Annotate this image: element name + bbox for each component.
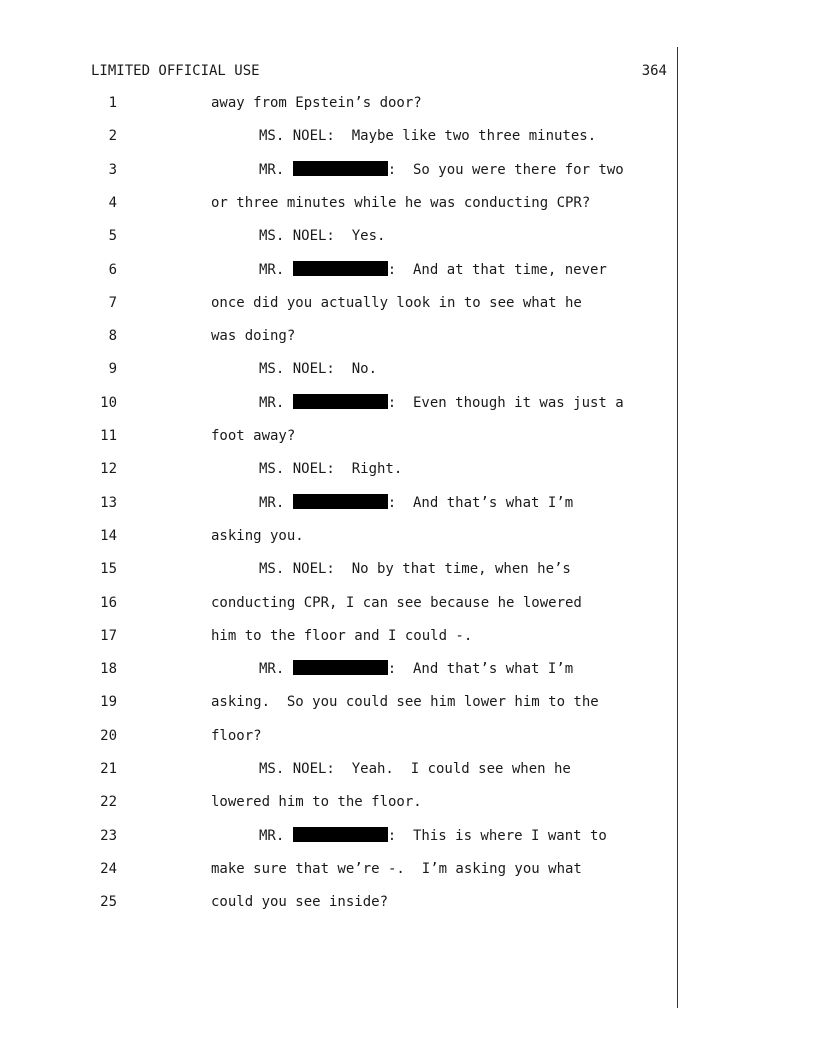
line-number: 12 <box>100 461 117 478</box>
speaker-prefix: MR. <box>259 661 293 678</box>
transcript-line <box>0 725 680 747</box>
line-text: him to the floor and I could -. <box>211 627 473 644</box>
line-text <box>259 392 624 414</box>
line-number: 16 <box>100 594 117 611</box>
line-number: 24 <box>100 860 117 877</box>
line-number: 13 <box>100 494 117 511</box>
transcript-line <box>0 758 680 780</box>
speaker-prefix: MR. <box>259 827 293 844</box>
line-text: MS. NOEL: Yeah. I could see when he <box>259 761 571 777</box>
transcript-line <box>0 592 680 614</box>
line-text: foot away? <box>211 428 296 444</box>
line-number: 3 <box>108 161 117 178</box>
line-text: asking. So you could see him lower him to the <box>211 694 599 711</box>
transcript-line <box>0 358 680 380</box>
redaction-box <box>293 660 388 675</box>
line-text <box>259 492 573 514</box>
line-text: MS. NOEL: Right. <box>259 461 403 478</box>
line-number: 25 <box>100 894 117 911</box>
transcript-line <box>0 825 680 847</box>
speaker-text: : And that’s what I’m <box>387 494 574 511</box>
line-number: 11 <box>100 428 117 444</box>
page-header <box>91 61 667 81</box>
redaction-box <box>293 394 388 409</box>
line-number: 23 <box>100 827 117 844</box>
transcript-line <box>0 425 680 447</box>
line-number: 9 <box>108 361 117 378</box>
speaker-prefix: MR. <box>259 261 293 278</box>
redaction-box <box>293 261 388 276</box>
line-text: could you see inside? <box>211 894 389 911</box>
line-number: 6 <box>108 261 117 278</box>
line-number: 7 <box>108 294 117 311</box>
line-number: 15 <box>100 561 117 578</box>
line-number: 4 <box>108 194 117 211</box>
transcript-line <box>0 558 680 580</box>
line-text: conducting CPR, I can see because he lowered <box>211 594 582 611</box>
transcript-line <box>0 525 680 547</box>
line-text: MS. NOEL: No by that time, when he’s <box>259 561 571 578</box>
classification-marking: LIMITED OFFICIAL USE <box>91 63 260 79</box>
transcript-line <box>0 225 680 247</box>
line-text: floor? <box>211 727 262 744</box>
line-text: or three minutes while he was conducting CPR? <box>211 194 591 211</box>
line-text: once did you actually look in to see what he <box>211 294 582 311</box>
line-number: 20 <box>100 727 117 744</box>
line-text: MS. NOEL: Yes. <box>259 228 386 245</box>
line-text: was doing? <box>211 328 296 345</box>
transcript-line <box>0 791 680 813</box>
line-text <box>259 825 607 847</box>
transcript-line <box>0 458 680 480</box>
transcript-line <box>0 658 680 680</box>
line-text <box>259 658 573 680</box>
line-text <box>259 259 607 281</box>
line-number: 1 <box>108 95 117 111</box>
speaker-text: : And that’s what I’m <box>387 661 574 678</box>
line-number: 14 <box>100 527 117 544</box>
transcript-line <box>0 691 680 713</box>
transcript-line <box>0 392 680 414</box>
speaker-prefix: MR. <box>259 494 293 511</box>
line-number: 10 <box>100 394 117 411</box>
line-text: away from Epstein’s door? <box>211 95 422 111</box>
speaker-prefix: MR. <box>259 161 293 178</box>
line-text: asking you. <box>211 527 304 544</box>
line-number: 2 <box>108 128 117 145</box>
line-number: 22 <box>100 794 117 811</box>
transcript-line <box>0 292 680 314</box>
speaker-text: : This is where I want to <box>387 827 607 844</box>
page-number: 364 <box>641 63 667 79</box>
line-text <box>259 159 624 181</box>
speaker-prefix: MR. <box>259 394 293 411</box>
line-number: 21 <box>100 761 117 777</box>
transcript-line <box>0 192 680 214</box>
line-number: 8 <box>108 328 117 345</box>
transcript-line <box>0 625 680 647</box>
line-number: 19 <box>100 694 117 711</box>
speaker-text: : So you were there for two <box>387 161 624 178</box>
line-number: 17 <box>100 627 117 644</box>
transcript-line <box>0 492 680 514</box>
transcript-line <box>0 125 680 147</box>
speaker-text: : Even though it was just a <box>387 394 624 411</box>
line-number: 18 <box>100 661 117 678</box>
speaker-text: : And at that time, never <box>387 261 607 278</box>
line-text: make sure that we’re -. I’m asking you what <box>211 860 582 877</box>
transcript-line <box>0 858 680 880</box>
redaction-box <box>293 161 388 176</box>
redaction-box <box>293 827 388 842</box>
redaction-box <box>293 494 388 509</box>
transcript-line <box>0 891 680 913</box>
transcript-line <box>0 92 680 114</box>
line-text: lowered him to the floor. <box>211 794 422 811</box>
transcript-line <box>0 259 680 281</box>
line-number: 5 <box>108 228 117 245</box>
line-text: MS. NOEL: Maybe like two three minutes. <box>259 128 597 145</box>
transcript-line <box>0 159 680 181</box>
line-text: MS. NOEL: No. <box>259 361 378 378</box>
transcript-line <box>0 325 680 347</box>
